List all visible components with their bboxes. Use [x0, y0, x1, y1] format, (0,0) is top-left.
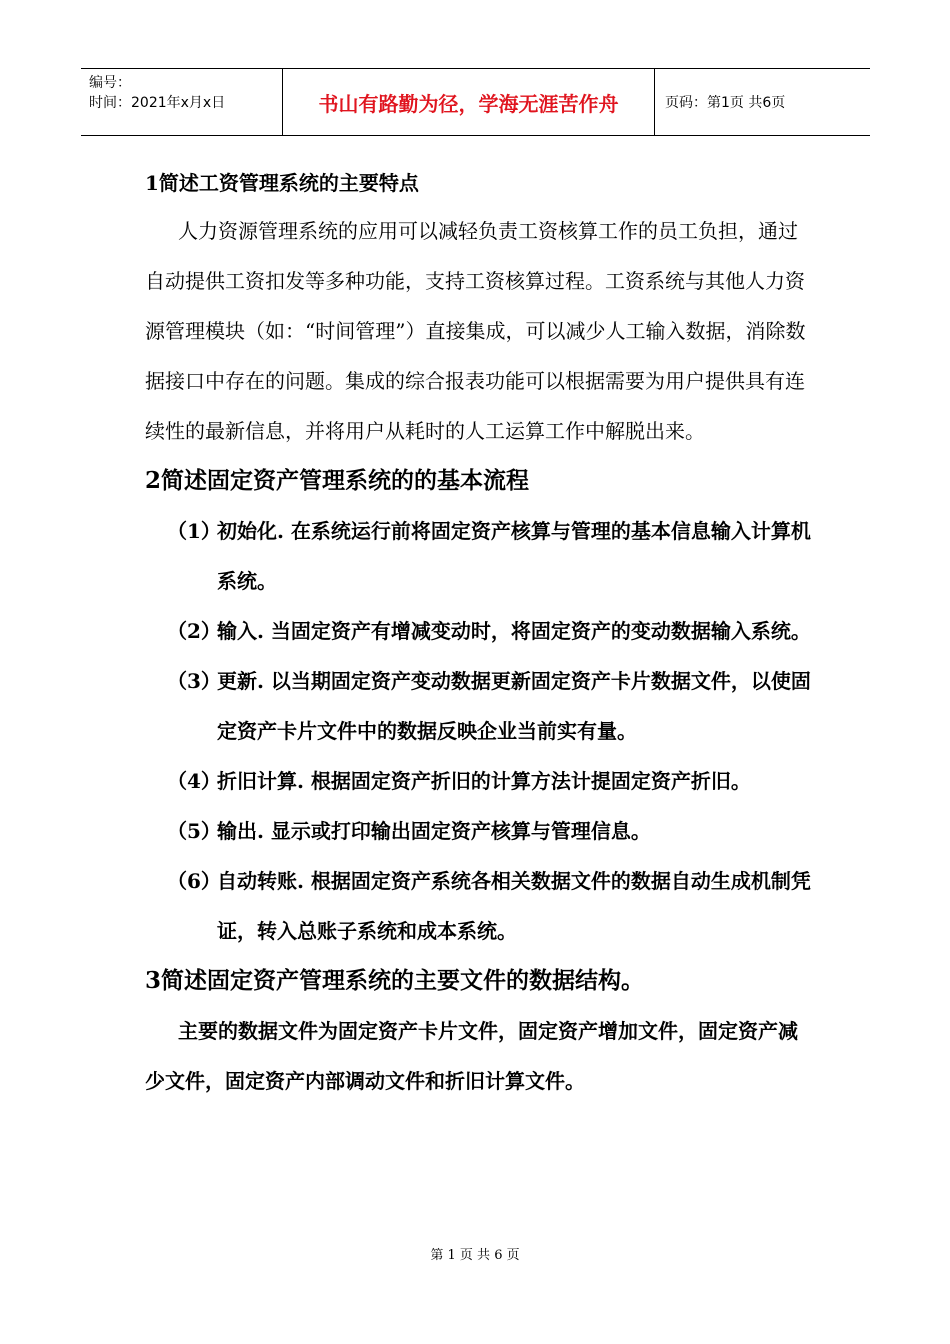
section2-title: 2简述固定资产管理系统的的基本流程 [145, 467, 530, 494]
section1-body: 人力资源管理系统的应用可以减轻负责工资核算工作的员工负担，通过自动提供工资扣发等多种功能，支持工资核算过程。工资系统与其他人力资源管理模块（如：“时间管理”）直接集成，可以减少人工输入数据，消除数据接口中存在的问题。集成的综合报表功能可以根据需要为用户提供具有连续性的最新信息，并将用户从耗时的人工运算工作中解脱出来。 [145, 219, 806, 443]
step-text: 自动转账. 根据固定资产系统各相关数据文件的数据自动生成机制凭证，转入总账子系统和成本系统。 [217, 869, 811, 943]
number-label: 编号： [89, 75, 131, 91]
step-number: （6） [167, 869, 221, 893]
header-meta [81, 69, 283, 135]
step-text: 输入. 当固定资产有增减变动时，将固定资产的变动数据输入系统。 [217, 619, 811, 643]
step-item [145, 756, 815, 806]
section2-steps [145, 506, 815, 956]
step-item [145, 656, 815, 756]
step-number: （1） [167, 519, 221, 543]
step-text: 更新. 以当期固定资产变动数据更新固定资产卡片数据文件，以使固定资产卡片文件中的数据反映企业当前实有量。 [217, 669, 811, 743]
section3-title: 3简述固定资产管理系统的主要文件的数据结构。 [145, 967, 645, 994]
section3-body: 主要的数据文件为固定资产卡片文件，固定资产增加文件，固定资产减少文件，固定资产内部调动文件和折旧计算文件。 [145, 1019, 798, 1093]
step-item [145, 856, 815, 956]
document-header [81, 68, 870, 136]
section1-title: 1简述工资管理系统的主要特点 [145, 171, 419, 195]
step-item [145, 506, 815, 606]
step-item [145, 806, 815, 856]
step-number: （4） [167, 769, 221, 793]
step-text: 折旧计算. 根据固定资产折旧的计算方法计提固定资产折旧。 [217, 769, 751, 793]
header-page-label: 页码：第1页 共6页 [665, 95, 786, 111]
document-body [145, 160, 815, 1106]
page-footer: 第 1 页 共 6 页 [430, 1248, 520, 1263]
step-text: 初始化. 在系统运行前将固定资产核算与管理的基本信息输入计算机系统。 [217, 519, 811, 593]
time-label: 时间：2021年x月x日 [89, 95, 226, 111]
step-number: （3） [167, 669, 221, 693]
step-number: （5） [167, 819, 221, 843]
step-text: 输出. 显示或打印输出固定资产核算与管理信息。 [217, 819, 651, 843]
step-number: （2） [167, 619, 221, 643]
step-item [145, 606, 815, 656]
header-motto: 书山有路勤为径，学海无涯苦作舟 [283, 69, 655, 135]
